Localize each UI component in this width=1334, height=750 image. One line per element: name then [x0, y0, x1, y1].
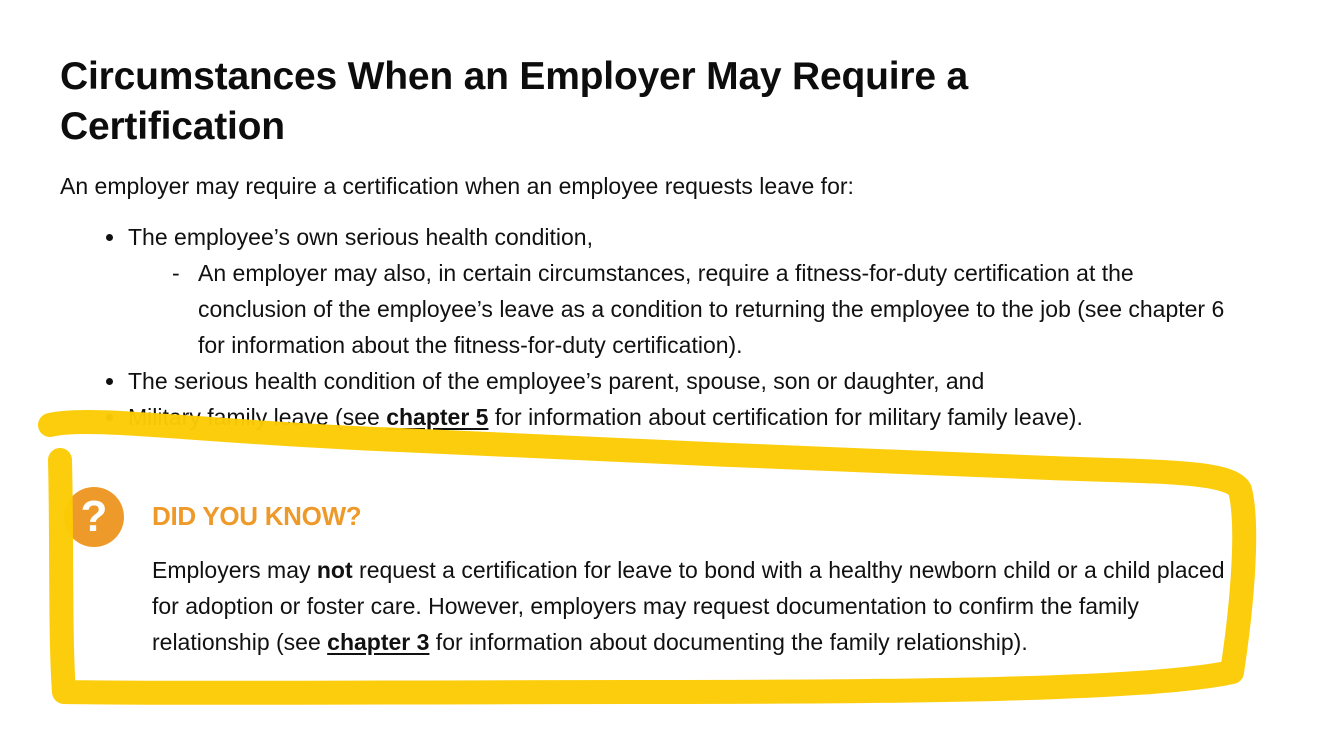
bullet-marker	[106, 378, 113, 385]
list-item-family-health: The serious health condition of the employee’s parent, spouse, son or daughter, and	[128, 368, 985, 394]
bullet-marker	[106, 234, 113, 241]
callout-text-part: Employers may	[152, 557, 317, 583]
chapter-5-link[interactable]: chapter 5	[386, 404, 489, 430]
callout-text-part: for information about documenting the family relationship).	[429, 629, 1028, 655]
intro-text: An employer may require a certification when an employee requests leave for:	[60, 173, 854, 199]
list-item-text: for information about certification for military family leave).	[488, 404, 1083, 430]
question-icon: ?	[64, 487, 124, 547]
list-subitem-fitness-for-duty: An employer may also, in certain circumstances, require a fitness-for-duty certification at the conclusion of the employee’s leave as a condition to returning the employee to the job (see chapter 6 for information about the fitness-for-duty certification).	[198, 260, 1225, 358]
page-title: Circumstances When an Employer May Require a Certification	[60, 55, 968, 148]
callout-text-emphasis: not	[316, 557, 353, 583]
list-item-military-leave	[128, 399, 1278, 435]
list-item-text: Military family leave (see	[128, 404, 387, 430]
callout-heading: DID YOU KNOW?	[152, 501, 362, 531]
chapter-3-link[interactable]: chapter 3	[327, 629, 430, 655]
list-item-own-health: The employee’s own serious health condition,	[128, 224, 593, 250]
sub-bullet-dash: -	[172, 260, 180, 286]
bullet-marker	[106, 414, 113, 421]
callout-text	[152, 552, 1232, 682]
callout-text-part: request a certification for leave to bond with a healthy newborn child or a child placed for adoption or foster care. However, employers may request documentation to confirm the family relationship (see	[152, 557, 1225, 655]
